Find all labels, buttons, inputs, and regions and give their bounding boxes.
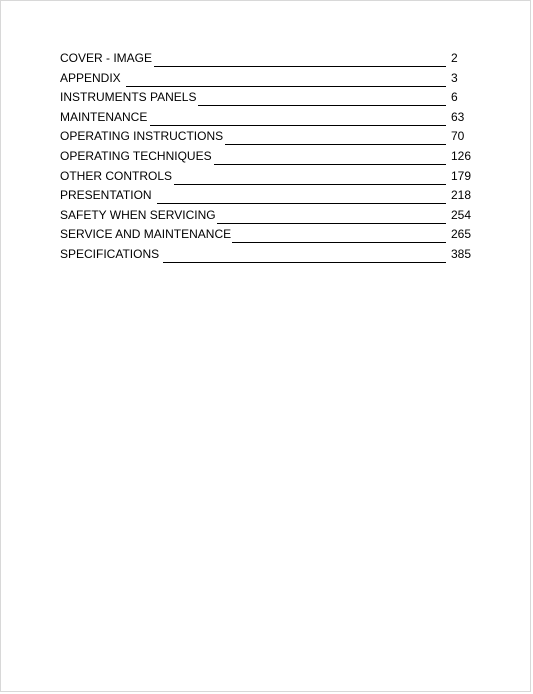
table-of-contents — [60, 49, 480, 265]
toc-leader-line — [198, 105, 446, 106]
toc-entry-page: 70 — [451, 129, 465, 144]
toc-leader-line — [157, 203, 446, 204]
toc-entry-page: 218 — [451, 188, 472, 203]
toc-entry-label: INSTRUMENTS PANELS — [60, 90, 197, 105]
toc-entry[interactable] — [60, 88, 480, 108]
toc-entry[interactable] — [60, 206, 480, 226]
toc-entry[interactable] — [60, 49, 480, 69]
toc-entry-page: 385 — [451, 246, 472, 261]
toc-entry-label: SAFETY WHEN SERVICING — [60, 207, 216, 222]
toc-entry-label: OTHER CONTROLS — [60, 168, 173, 183]
toc-entry[interactable] — [60, 245, 480, 265]
toc-entry-label: SPECIFICATIONS — [60, 246, 160, 261]
toc-entry-label: MAINTENANCE — [60, 109, 148, 124]
toc-leader-line — [150, 125, 446, 126]
toc-entry-label: COVER - IMAGE — [60, 51, 153, 65]
toc-leader-line — [126, 86, 446, 87]
toc-leader-line — [232, 242, 446, 243]
toc-entry-page: 265 — [451, 227, 472, 242]
toc-leader-line — [154, 66, 446, 67]
toc-entry-page: 6 — [451, 90, 458, 105]
toc-entry-page: 179 — [451, 168, 472, 183]
toc-entry-page: 254 — [451, 207, 472, 222]
toc-entry-page: 126 — [451, 148, 472, 163]
toc-entry[interactable] — [60, 69, 480, 89]
toc-entry-label: APPENDIX — [60, 70, 121, 85]
toc-entry[interactable] — [60, 127, 480, 147]
toc-leader-line — [163, 262, 446, 263]
toc-entry[interactable] — [60, 167, 480, 187]
toc-entry-label: OPERATING TECHNIQUES — [60, 148, 212, 163]
toc-entry-label: OPERATING INSTRUCTIONS — [60, 129, 224, 144]
toc-leader-line — [225, 144, 446, 145]
toc-entry-label: PRESENTATION — [60, 188, 152, 203]
toc-entry-page: 2 — [451, 51, 458, 65]
toc-entry[interactable] — [60, 108, 480, 128]
toc-entry[interactable] — [60, 225, 480, 245]
toc-leader-line — [214, 164, 446, 165]
toc-entry[interactable] — [60, 186, 480, 206]
toc-leader-line — [217, 223, 446, 224]
toc-entry-label: SERVICE AND MAINTENANCE — [60, 227, 232, 242]
toc-entry-page: 3 — [451, 70, 458, 85]
toc-entry-page: 63 — [451, 109, 465, 124]
toc-entry[interactable] — [60, 147, 480, 167]
toc-leader-line — [174, 184, 446, 185]
